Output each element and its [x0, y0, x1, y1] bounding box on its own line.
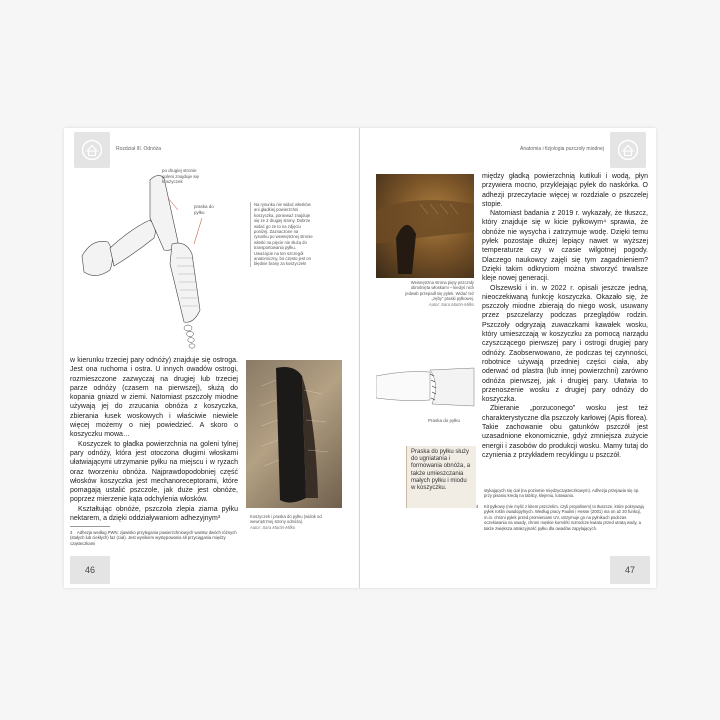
leg-shape-icon [376, 174, 474, 278]
footnote [70, 530, 240, 546]
left-page [64, 128, 360, 588]
heel-photo [376, 174, 474, 278]
paragraph: w kierunku trzeciej pary odnóży) znajduje się ostroga. Jest ona ruchoma i ostra. U innych owadów ostrogi, rozmieszczone zazwyczaj na drugiej lub trzeciej parze odnóży (czasem na pierwszej), służą do kopania gniazd w ziemi. Natomiast pszczoły miodne używają jej do zrzucania obnóża z koszyczka, zbierania łusek woskowych i właściwie niewiele więcej możemy o niej powiedzieć. A skoro o koszyczku mowa… [70, 357, 238, 439]
footnote [476, 504, 648, 531]
corbicula-photo [246, 360, 342, 508]
footnote-number: 4 [476, 504, 479, 509]
photo-credit: Autor: Sara Martin-Milko [250, 524, 296, 530]
photo-credit: Autor: Sara Martin-Milko [428, 301, 474, 307]
diagram-label-pollen-press: Praska do pyłku [428, 418, 461, 423]
footnote-rule [70, 526, 110, 527]
paragraph: Zbieranie „porzuconego” wosku jest też charakterystyczne dla pszczoły karłowej (Apis florea). Takie zachowanie obu gatunków pszczół jest uzasadnione ekonomicznie, gdyż zmniejsza zużycie energii i zasobów do produkcji wosku. Mamy tutaj do czynienia z przykładem recyklingu u pszczół. [482, 405, 648, 459]
running-head: Anatomia i fizjologia pszczoły miodnej [520, 146, 604, 152]
pollen-press-note: Praska do pyłku służy do ugniatania i formowania obnóża, a także umieszczania małych pyłku i miodu w koszyczku. [406, 446, 476, 508]
hive-emblem-icon [617, 139, 639, 161]
footnote-continued: stykających się ciał (na poziomie międzycząsteczkowym). Adhezja przejawia się np. przy pisaniu kredą na tablicy, klejeniu, lutowaniu. [484, 488, 640, 499]
side-note: Na rysunku nie widać włosków ani gładkiej powierzchni koszyczka, ponieważ znajduje się ze 2 drugiej strony. Dobrze widać go ze to na zdjęciu poniżej. Zaznaczone na rysunku po wewnętrznej stronie włoski na pięcie nie służą do transportowania pyłku. Uważajcie na ten szczegół anatomiczny, bo często jest on błędnie brany za koszyczek! [250, 202, 314, 267]
running-head: Rozdział III. Odnóża [116, 146, 162, 152]
paragraph: Olszewski i in. w 2022 r. opisali jeszcze jedną, nieoczekiwaną funkcję koszyczka. Okazało się, że pszczoły miodne zbierają do niego wosk, usuwany przez pszczelarzy podczas przeglądów rodzin. Pszczoły odgryzają zuwaczkami kawałek wosku, który umieszczają w koszyczku za pomocą narządu czyszczącego pierwszej pary i ostrogi drugiej pary odnóży. Zaobserwowano, że podczas tej czynności, robotnice używają przedniej części ciała, aby oderwać od plastra (lub innej powierzchni) zarówno odnóża pierwszej, jak i drugiej pary. Ułatwia to przenoszenie wosku z drugiej pary odnóży do koszyczka. [482, 284, 648, 404]
caption-text: Wewnętrzna strona pięty pszczoły obrośnięta włoskami – kiedyś nich jedwab przepadł się pyłek. Widać też „zęby” praski pyłkowej. [405, 280, 474, 302]
caption-text: Koszyczek i praska do pyłku (widok od wewnętrznej strony odnóża). [250, 514, 322, 525]
photo-caption [250, 514, 330, 530]
footnote-text: Adhezja według PWN: zjawisko przylegania powierzchniowych warstw dwóch różnych (stałych lub ciekłych) faz (ciał). Jest wynikiem występowania sił przyciągania między cząsteczkami [70, 530, 237, 546]
leg-shape-icon [246, 360, 342, 508]
left-body-text [70, 356, 238, 523]
footnote-number: 3 [70, 530, 73, 535]
pollen-press-diagram [376, 360, 476, 414]
right-page [360, 128, 656, 588]
diagram-label-pollen-press: praska do pyłku [194, 204, 214, 215]
page-number: 46 [70, 556, 110, 584]
paragraph: Koszyczek to gładka powierzchnia na goleni tylnej pary odnóży, która jest otoczona długimi włoskami ułatwiającymi utrzymanie pyłku na miejscu i w ryzach oraz tworzeniu obnóża. Najprawdopodobniej część włosków koszyczka jest mechanoreceptorami, które pomagają ustalić pszczole, jak duże jest obnóże, poprzez mierzenie kąta odchylenia włosków. [70, 440, 238, 504]
chapter-badge [610, 132, 646, 168]
paragraph: między gładką powierzchnią kutikuli i wodą, płyn przywiera mocno, przyklejając pyłek do naskórka. O adhezji przeczytacie więcej w rozdziale o pszczelej stopie. [482, 173, 648, 208]
paragraph: Natomiast badania z 2019 r. wykazały, że tłuszcz, który znajduje się w kicie pyłkowym⁴ sprawia, że obnóże nie wysycha i zatrzymuje wodę. Dzięki temu pyłek pozostaje dłużej lepiący nawet w wyższej temperaturze czy w czasie wilgotnej pogody. Dlaczego naukowcy zajęli się tym zagadnieniem? Dzięki takim odkryciom można stworzyć trwalsze kleje nowej generacji. [482, 210, 648, 283]
diagram-label-bristles: po drugiej stronie goleni znajduje się koszyczek [162, 168, 200, 184]
bee-hind-leg-diagram [74, 158, 234, 358]
right-body-text [482, 172, 648, 460]
page-number: 47 [610, 556, 650, 584]
paragraph: Kształtując obnóże, pszczoła zlepia ziarna pyłku nektarem, a dzięki oddziaływaniom adhezyjnym³ [70, 505, 238, 523]
photo-caption [404, 280, 474, 307]
footnote-text: Kit pyłkowy (nie mylić z kitem pszczelim, czyli propolisem) to tłuszcze, które pokrywają pyłek roślin owadopylnych. Według pracy Paulini i Hesse (2001) ma on aż 20 funkcji, m.in. chroni pyłek przed promieniami UV, utrzymuje go na pyłnikach podczas oczekiwania na owady, chroni męskie komórki rozrodcze kwiatu przed utratą wody, a także zwiększa atrakcyjność pyłku dla owadów zapylających. [484, 504, 644, 531]
